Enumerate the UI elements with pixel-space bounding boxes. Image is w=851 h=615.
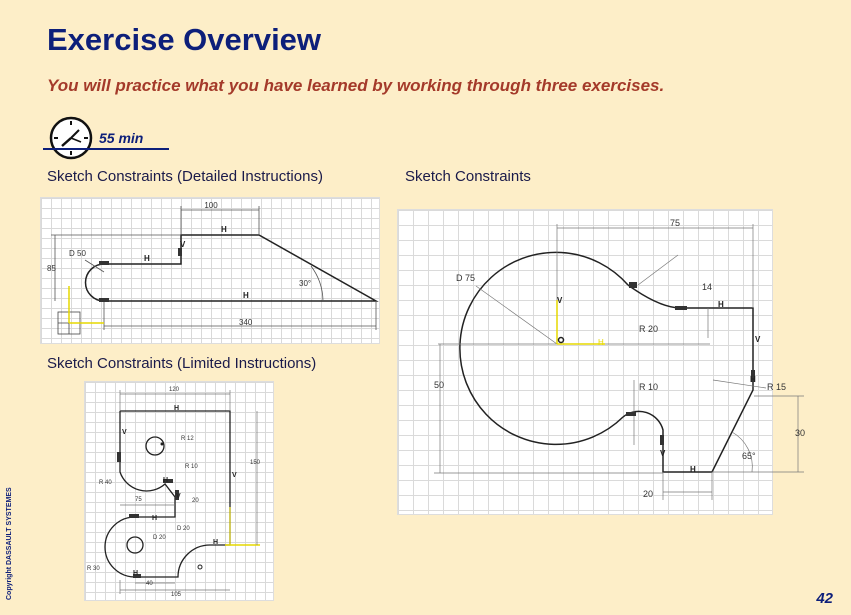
sketch-limited-instructions (84, 381, 274, 601)
mark-v-axis: V (557, 296, 563, 305)
sketch-constraints (397, 209, 806, 515)
mark-h-top: H (718, 300, 724, 309)
dim-100: 100 (204, 201, 218, 210)
page-number: 42 (816, 590, 833, 607)
dim-40: 40 (146, 581, 153, 587)
mark-h-mid: H (144, 254, 150, 263)
dim-150: 150 (250, 460, 261, 466)
copyright-notice: Copyright DASSAULT SYSTEMES (6, 487, 13, 600)
dim-d20-a: D 20 (177, 526, 190, 532)
dim-30: 30 (795, 428, 806, 438)
dim-r20: R 20 (639, 324, 659, 334)
dim-30deg: 30° (299, 279, 312, 288)
sketch-detailed-instructions (40, 197, 380, 344)
dim-r10: R 10 (639, 382, 659, 392)
dim-120: 120 (169, 387, 180, 393)
dim-d75: D 75 (456, 273, 476, 283)
exercise-label-detailed: Sketch Constraints (Detailed Instructions) (47, 168, 323, 185)
mark-v-notch: V (660, 449, 666, 458)
mark-h-mid: H (152, 515, 158, 522)
dim-d20-b: D 20 (153, 535, 166, 541)
dim-50: 50 (434, 380, 445, 390)
exercise-label-basic: Sketch Constraints (405, 168, 531, 185)
dim-20: 20 (643, 489, 654, 499)
dim-r10: R 10 (185, 464, 198, 470)
slide-title: Exercise Overview (47, 22, 322, 57)
mark-h-top: H (174, 405, 180, 412)
mark-h-bottom: H (690, 465, 696, 474)
duration-underline (43, 148, 169, 150)
slide-subtitle: You will practice what you have learned by working through three exercises. (47, 76, 665, 95)
mark-v-right: V (232, 472, 237, 479)
dim-75: 75 (135, 497, 142, 503)
dim-85: 85 (47, 264, 56, 273)
mark-v-step: V (176, 493, 181, 500)
mark-h-bottom: H (243, 291, 249, 300)
dim-r12: R 12 (181, 436, 194, 442)
dim-r15: R 15 (767, 382, 787, 392)
dim-r40: R 40 (99, 480, 112, 486)
clock-icon (43, 114, 99, 162)
dim-20: 20 (192, 498, 199, 504)
mark-v-left: V (122, 429, 127, 436)
mark-h-right: H (213, 539, 219, 546)
dim-105: 105 (171, 592, 182, 598)
svg-text:H: H (598, 338, 604, 347)
mark-h-bottom: H (133, 570, 139, 577)
dim-r30: R 30 (87, 566, 100, 572)
duration-label: 55 min (99, 130, 144, 146)
dim-340: 340 (239, 318, 253, 327)
dim-75: 75 (670, 218, 681, 228)
mark-v-step: H (750, 375, 756, 384)
dim-65deg: 65° (742, 451, 756, 461)
exercise-label-limited: Sketch Constraints (Limited Instructions) (47, 355, 317, 372)
dim-d50: D 50 (69, 249, 86, 258)
mark-h-step: H (163, 477, 169, 484)
mark-v: V (180, 240, 186, 249)
mark-v-right: V (755, 335, 761, 344)
dim-14: 14 (702, 282, 713, 292)
mark-h-top: H (221, 225, 227, 234)
